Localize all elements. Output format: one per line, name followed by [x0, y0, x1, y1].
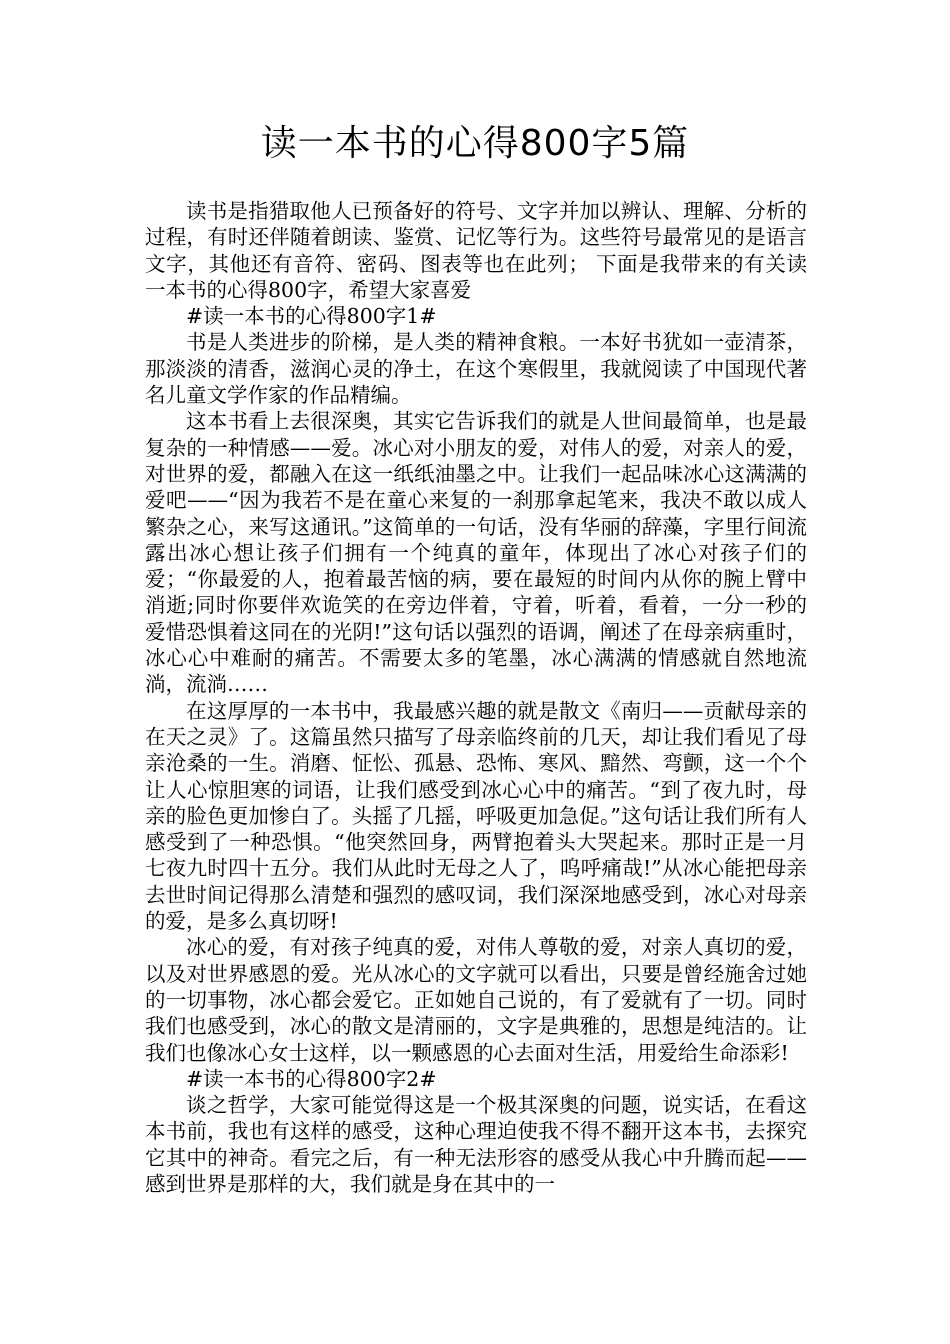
paragraph: 这本书看上去很深奥，其实它告诉我们的就是人世间最简单，也是最复杂的一种情感——爱。冰心对小朋友的爱，对伟人的爱，对亲人的爱，对世界的爱，都融入在这一纸纸油墨之中。让我们一起品味冰心这满满的爱吧——“因为我若不是在童心来复的一刹那拿起笔来，我决不敢以成人繁杂之心，来写这通讯。”这简单的一句话，没有华丽的辞藻，字里行间流露出冰心想让孩子们拥有一个纯真的童年，体现出了冰心对孩子们的爱；“你最爱的人，抱着最苦恼的病，要在最短的时间内从你的腕上臂中消逝;同时你要伴欢诡笑的在旁边伴着，守着，听着，看着，一分一秒的爱惜恐惧着这同在的光阴!”这句话以强烈的语调，阐述了在母亲病重时，冰心心中难耐的痛苦。不需要太多的笔墨，冰心满满的情感就自然地流淌，流淌……	[145, 409, 807, 697]
document-body	[145, 198, 807, 1197]
paragraph: 谈之哲学，大家可能觉得这是一个极其深奥的问题，说实话，在看这本书前，我也有这样的感受，这种心理迫使我不得不翻开这本书，去探究它其中的神奇。看完之后，有一种无法形容的感受从我心中升腾而起——感到世界是那样的大，我们就是身在其中的一	[145, 1093, 807, 1196]
page-title: 读一本书的心得800字5篇	[260, 123, 690, 164]
section-heading-2: #读一本书的心得800字2#	[186, 1066, 437, 1091]
section-heading-1: #读一本书的心得800字1#	[186, 304, 437, 329]
paragraph: 冰心的爱，有对孩子纯真的爱，对伟人尊敬的爱，对亲人真切的爱，以及对世界感恩的爱。光从冰心的文字就可以看出，只要是曾经施舍过她的一切事物，冰心都会爱它。正如她自己说的，有了爱就有了一切。同时我们也感受到，冰心的散文是清丽的，文字是典雅的，思想是纯洁的。让我们也像冰心女士这样，以一颗感恩的心去面对生活，用爱给生命添彩!	[145, 935, 807, 1065]
paragraph: 在这厚厚的一本书中，我最感兴趣的就是散文《南归——贡献母亲的在天之灵》了。这篇虽然只描写了母亲临终前的几天，却让我们看见了母亲沧桑的一生。消磨、怔忪、孤悬、恐怖、寒风、黯然、弯颤，这一个个让人心惊胆寒的词语，让我们感受到冰心心中的痛苦。“到了夜九时，母亲的脸色更加惨白了。头摇了几摇，呼吸更加急促。”这句话让我们所有人感受到了一种恐惧。“他突然回身，两臂抱着头大哭起来。那时正是一月七夜九时四十五分。我们从此时无母之人了，呜呼痛哉!”从冰心能把母亲去世时间记得那么清楚和强烈的感叹词，我们深深地感受到，冰心对母亲的爱，是多么真切呀!	[145, 698, 807, 934]
paragraph-intro: 读书是指猎取他人已预备好的符号、文字并加以辨认、理解、分析的过程，有时还伴随着朗读、鉴赏、记忆等行为。这些符号最常见的是语言文字，其他还有音符、密码、图表等也在此列； 下面是我带来的有关读一本书的心得800字，希望大家喜爱	[145, 199, 807, 302]
paragraph: 书是人类进步的阶梯，是人类的精神食粮。一本好书犹如一壶清茶，那淡淡的清香，滋润心灵的净土，在这个寒假里，我就阅读了中国现代著名儿童文学作家的作品精编。	[145, 330, 807, 408]
